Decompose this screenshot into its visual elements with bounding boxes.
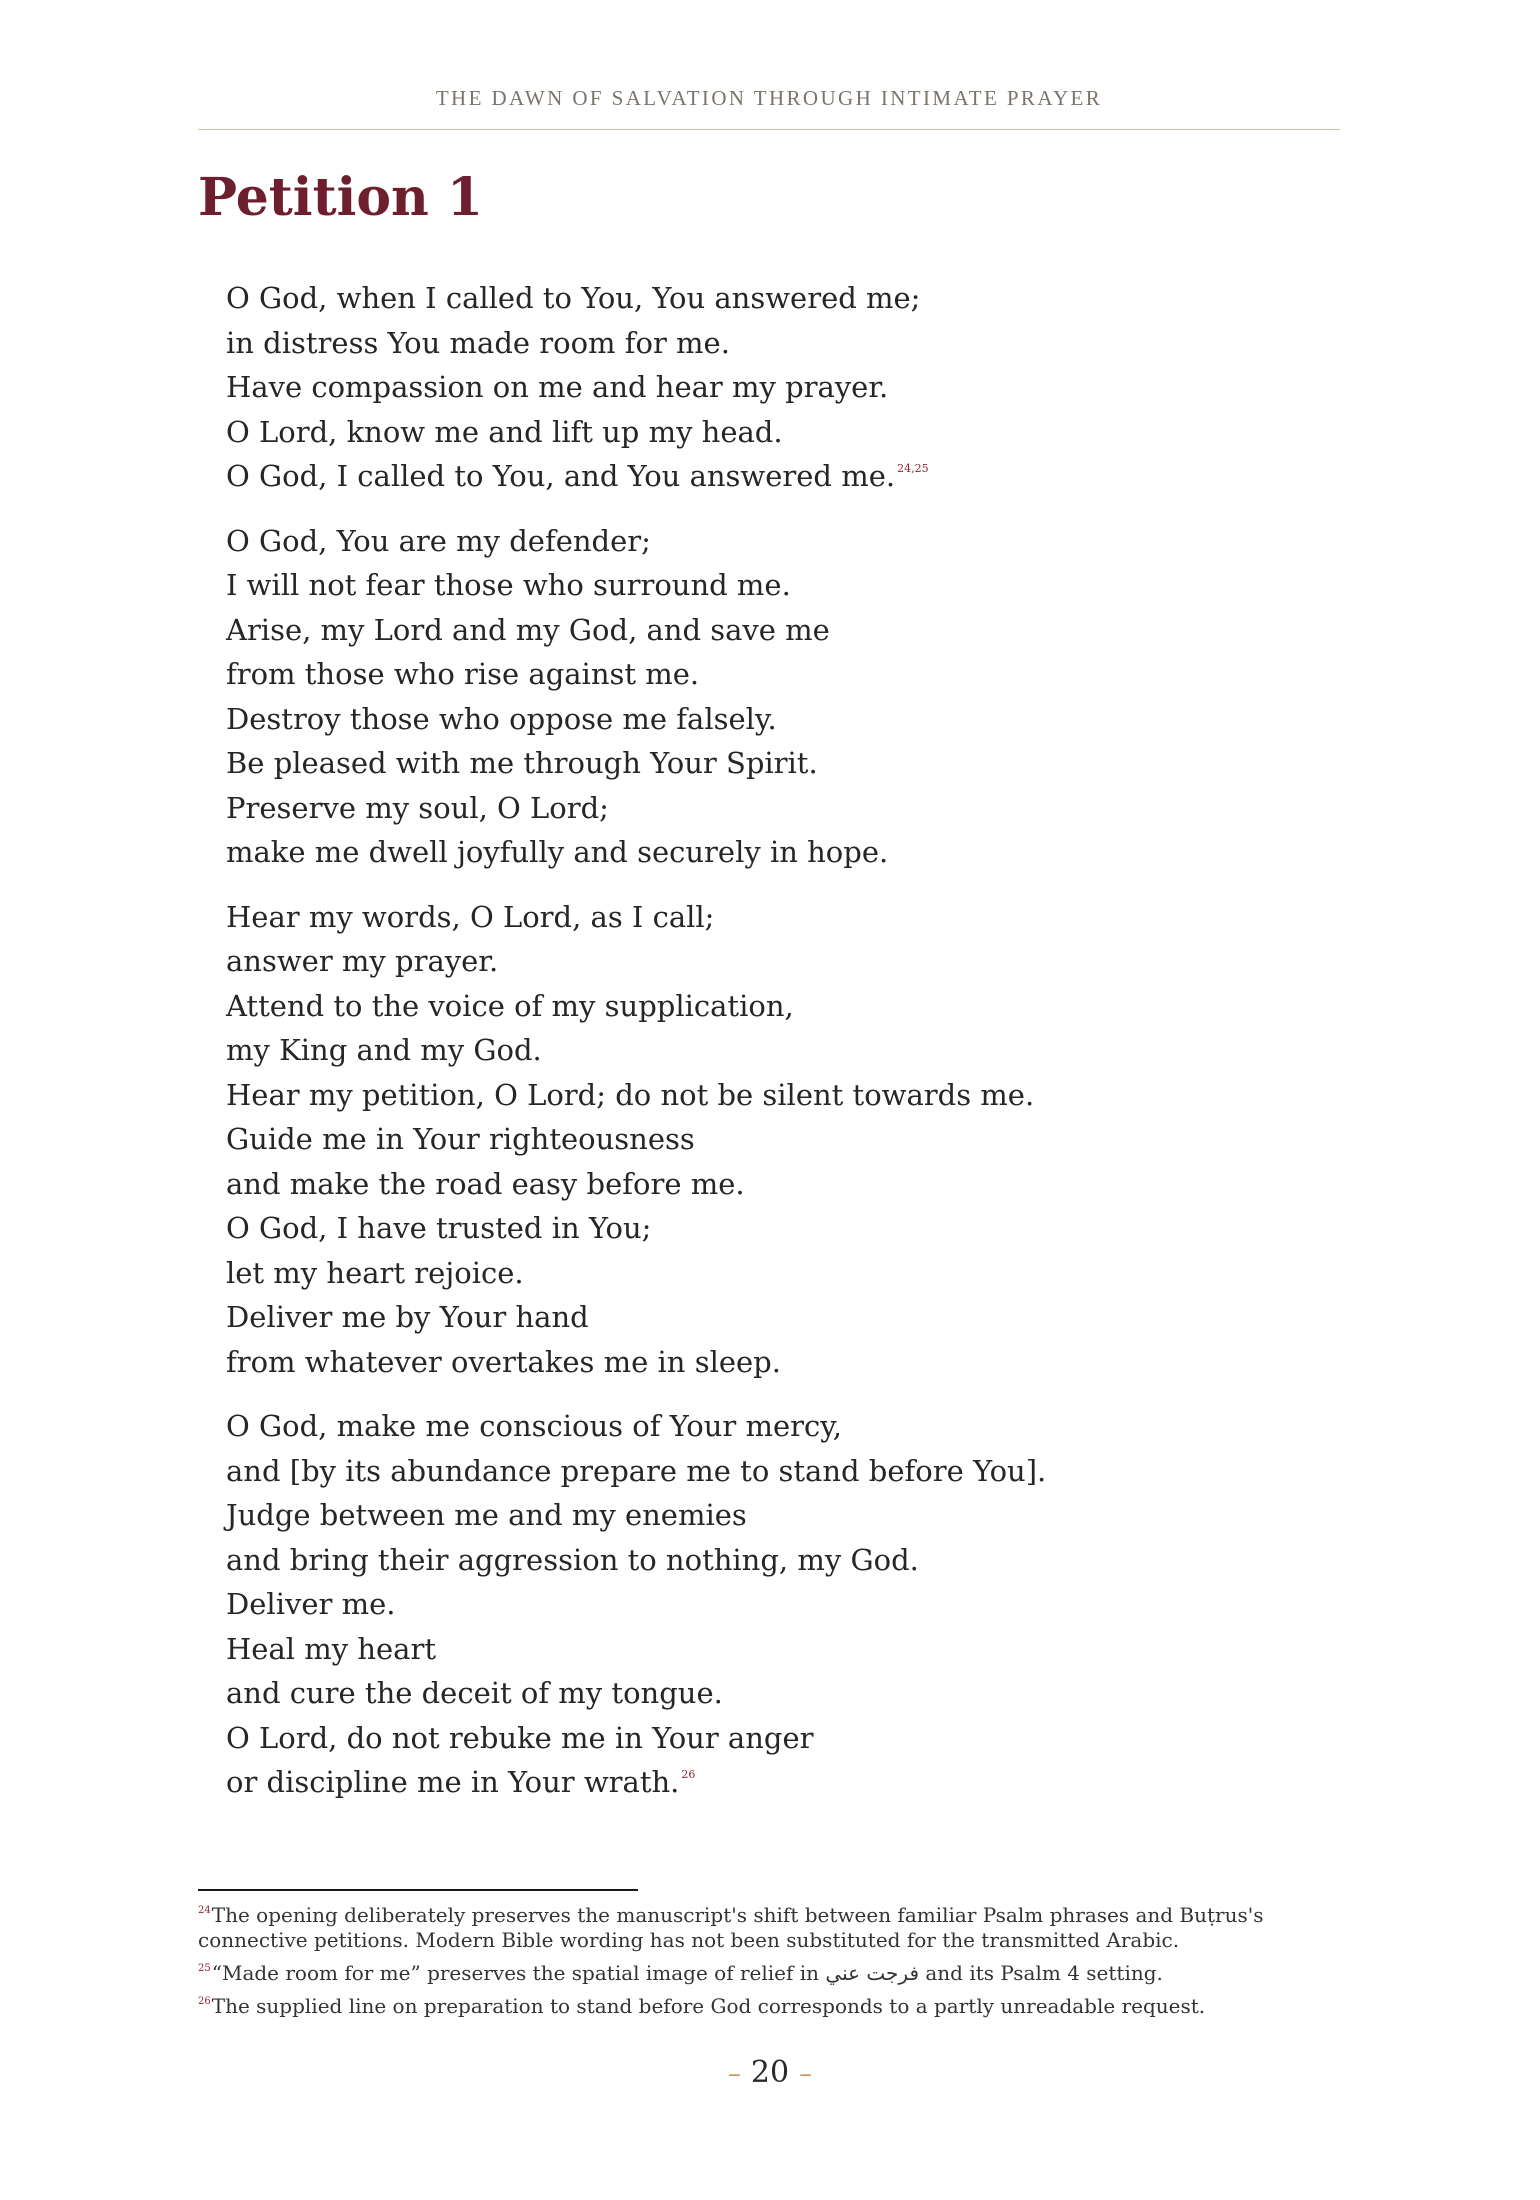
verse-line: in distress You made room for me. xyxy=(226,325,730,360)
verse-line: let my heart rejoice. xyxy=(226,1255,524,1290)
verse-line: Judge between me and my enemies xyxy=(226,1498,747,1532)
footnote-text: and its Psalm 4 setting. xyxy=(919,1961,1163,1985)
verse-line: and bring their aggression to nothing, my God. xyxy=(226,1542,919,1577)
verse-line: Deliver me by Your hand xyxy=(226,1300,589,1334)
verse-line: Have compassion on me and hear my prayer. xyxy=(226,370,889,404)
verse-line: Arise, my Lord and my God, and save me xyxy=(226,612,830,647)
verse-line: I will not fear those who surround me. xyxy=(226,568,791,602)
footnote-rule xyxy=(198,1889,638,1891)
footnotes xyxy=(198,1903,1340,2027)
verse-line: Hear my words, O Lord, as I call; xyxy=(226,899,715,934)
verse-line: my King and my God. xyxy=(226,1033,542,1067)
verse-line: O God, You are my defender; xyxy=(226,523,651,558)
verse-line: O Lord, do not rebuke me in Your anger xyxy=(226,1720,814,1755)
footnote-number: 24 xyxy=(198,1905,211,1916)
verse-line: and cure the deceit of my tongue. xyxy=(226,1676,723,1710)
stanza-2 xyxy=(226,519,1326,875)
verse-line: Be pleased with me through Your Spirit. xyxy=(226,746,818,780)
verse-line: Deliver me. xyxy=(226,1587,396,1621)
folio-dash-right: – xyxy=(799,2059,813,2089)
footnote-24 xyxy=(198,1903,1340,1953)
arabic-phrase: فرجت عني xyxy=(825,1961,919,1985)
header-rule xyxy=(198,129,1340,130)
footnote-reference[interactable]: 26 xyxy=(681,1768,696,1781)
verse-line: O God, I called to You, and You answered me. $^{24,25}$ xyxy=(226,459,929,493)
folio-dash-left: – xyxy=(727,2059,741,2089)
verse-line: Attend to the voice of my supplication, xyxy=(226,988,794,1023)
verse-line: O God, when I called to You, You answered me; xyxy=(226,281,921,315)
verse-line: O God, I have trusted in You; xyxy=(226,1211,652,1245)
verse-line: Guide me in Your righteousness xyxy=(226,1122,695,1156)
footnote-number: 25 xyxy=(198,1963,211,1974)
verse-line: Hear my petition, O Lord; do not be silent towards me. xyxy=(226,1077,1035,1112)
verse-line: and [by its abundance prepare me to stand before You]. xyxy=(226,1453,1047,1488)
petition-text xyxy=(226,276,1326,1825)
page-number xyxy=(0,2055,1540,2090)
verse-line: Preserve my soul, O Lord; xyxy=(226,790,609,825)
page-number-value: 20 xyxy=(750,2055,790,2090)
footnote-reference[interactable]: 24,25 xyxy=(897,462,929,475)
footnote-text: The opening deliberately preserves the manuscript's shift between familiar Psalm phrases and Buṭrus's connective petitions. Modern Bible wording has not been substituted for the transmitted Arabic. xyxy=(198,1903,1264,1952)
verse-line: Heal my heart xyxy=(226,1631,436,1666)
verse-line: O God, make me conscious of Your mercy, xyxy=(226,1409,843,1443)
stanza-3 xyxy=(226,895,1326,1385)
page-title: Petition 1 xyxy=(198,167,484,228)
verse-line: or discipline me in Your wrath. $^{26}$ xyxy=(226,1765,696,1799)
stanza-1 xyxy=(226,276,1326,499)
verse-line: answer my prayer. xyxy=(226,944,499,978)
footnote-number: 26 xyxy=(198,1996,211,2007)
verse-line: Destroy those who oppose me falsely. xyxy=(226,701,777,736)
running-head: THE DAWN OF SALVATION THROUGH INTIMATE PRAYER xyxy=(435,86,1103,110)
footnote-text: “Made room for me” preserves the spatial image of relief in xyxy=(211,1961,826,1985)
verse-line: make me dwell joyfully and securely in hope. xyxy=(226,835,889,869)
verse-line: and make the road easy before me. xyxy=(226,1166,745,1201)
verse-line: O Lord, know me and lift up my head. xyxy=(226,414,783,449)
stanza-4 xyxy=(226,1404,1326,1805)
footnote-text: The supplied line on preparation to stand before God corresponds to a partly unreadable request. xyxy=(211,1994,1206,2018)
verse-line: from those who rise against me. xyxy=(226,657,700,691)
footnote-25 xyxy=(198,1961,1340,1986)
footnote-26 xyxy=(198,1994,1340,2019)
verse-line: from whatever overtakes me in sleep. xyxy=(226,1344,781,1379)
